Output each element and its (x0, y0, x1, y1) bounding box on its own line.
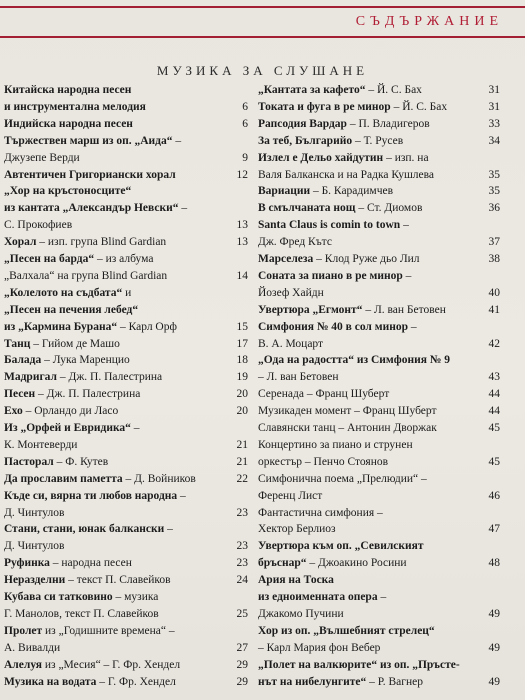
toc-entry-author: – Й. С. Бах (390, 100, 448, 113)
toc-entry-author: Серенада – Франц Шуберт (258, 388, 390, 401)
toc-entry-title: Соната за пиано в ре минор (258, 269, 403, 282)
toc-entry-title: Мадригал (4, 371, 57, 384)
toc-entry-author: – (407, 320, 417, 333)
toc-entry-line (4, 202, 187, 215)
toc-entry-line (258, 625, 435, 638)
toc-page-number: 13 (236, 236, 248, 249)
toc-page-number: 23 (236, 540, 248, 553)
toc-page-number: 29 (236, 675, 248, 688)
toc-page-number: 21 (236, 455, 248, 468)
toc-entry-author: – Ст. Диомов (355, 202, 423, 215)
toc-entry-line (258, 321, 417, 334)
toc-entry-author: Джакомо Пучини (258, 607, 344, 620)
toc-entry-author: – Гийом де Машо (30, 337, 120, 350)
toc-page-number: 33 (488, 117, 500, 130)
toc-entry-author: – Дж. П. Палестрина (35, 388, 141, 401)
toc-entry-title: Santa Claus is comin to town (258, 219, 401, 232)
toc-entry-line (4, 253, 153, 266)
toc-entry-title: Увертюра „Егмонт“ (258, 303, 363, 316)
toc-entry-line (258, 456, 388, 469)
toc-entry-title: и инструментална мелодия (4, 100, 146, 113)
toc-entry-author: – из албума (94, 253, 154, 265)
toc-entry-title: „Песен на печения лебед“ (4, 303, 139, 316)
toc-entry-line (4, 287, 131, 300)
toc-entry-author: и (122, 286, 132, 299)
toc-entry-author: – Карл Орф (117, 320, 177, 333)
toc-entry-author: Славянски танц – Антонин Дворжак (258, 422, 437, 434)
toc-entry-line (4, 490, 186, 503)
toc-page-number: 18 (236, 354, 248, 367)
toc-entry-line (4, 185, 131, 198)
toc-page-number: 25 (236, 607, 248, 620)
toc-page-number: 9 (242, 151, 248, 164)
toc-entry-line (258, 405, 437, 418)
toc-entry-author: – изп. на (383, 151, 429, 164)
toc-entry-author: – изп. група Blind Gardian (36, 236, 167, 249)
toc-entry-author: Концертино за пиано и струнен (258, 438, 413, 451)
toc-entry-title: из кантата „Александър Невски“ (4, 202, 179, 215)
toc-entry-author: – Б. Карадимчев (310, 185, 394, 198)
toc-page-number: 36 (488, 202, 500, 215)
toc-entry-title: Танц (4, 337, 31, 350)
toc-entry-line (258, 135, 403, 148)
toc-entry-author: – народна песен (49, 557, 132, 570)
toc-page-number: 44 (488, 405, 500, 418)
toc-entry-line (4, 625, 175, 638)
toc-entry-line (258, 540, 424, 553)
toc-entry-line (4, 371, 162, 384)
toc-entry-line (4, 152, 80, 165)
toc-entry-line (258, 287, 324, 300)
toc-entry-title: В смълчаната нощ (258, 202, 356, 215)
toc-entry-line (4, 236, 166, 249)
toc-entry-title: Песен (4, 388, 36, 401)
toc-entry-line (4, 574, 171, 587)
toc-page-number: 13 (236, 219, 248, 232)
toc-entry-author: Валя Балканска и на Радка Кушлева (258, 168, 435, 181)
toc-entry-title: Китайска народна песен (4, 84, 132, 96)
toc-entry-title: „Песен на барда“ (4, 253, 95, 265)
toc-entry-title: Да прославим паметта (4, 472, 123, 485)
toc-page-number: 17 (236, 337, 248, 350)
toc-entry-line (258, 659, 460, 672)
toc-entry-title: нът на нибелунгите“ (258, 675, 367, 688)
toc-page-number: 49 (488, 675, 500, 688)
toc-entry-line (4, 405, 118, 418)
toc-entry-line (4, 473, 196, 486)
toc-entry-line (258, 574, 334, 587)
toc-entry-author: – (130, 422, 140, 434)
toc-page-number: 38 (488, 253, 500, 265)
toc-entry-title: Кубава си татковино (4, 591, 113, 603)
header-underline (0, 36, 525, 38)
toc-entry-title: Хор из оп. „Вълшебният стрелец“ (258, 624, 435, 637)
toc-entry-line (258, 84, 422, 97)
toc-entry-author: – Г. Фр. Хендел (96, 675, 176, 688)
toc-entry-line (4, 591, 158, 604)
toc-page-number: 46 (488, 489, 500, 502)
toc-entry-title: Пасторал (4, 455, 54, 468)
toc-entry-author: Хектор Берлиоз (258, 523, 336, 536)
toc-entry-line (258, 490, 322, 503)
toc-page-number: 31 (488, 100, 500, 113)
toc-entry-author: – (402, 269, 412, 282)
toc-entry-title: Марселеза (258, 253, 314, 265)
toc-page-number: 21 (236, 438, 248, 451)
toc-entry-line (4, 388, 140, 401)
toc-entry-author: К. Монтеверди (4, 438, 78, 451)
toc-entry-line (4, 659, 180, 672)
toc-entry-author: – Джоакино Росини (306, 557, 407, 570)
toc-entry-title: из „Кармина Бурана“ (4, 320, 118, 333)
section-title: МУЗИКА ЗА СЛУШАНЕ (156, 63, 369, 78)
toc-page-number: 24 (236, 574, 248, 587)
toc-entry-title: Стани, стани, юнак балкански (4, 523, 165, 536)
toc-entry-author: – Лука Маренцио (41, 354, 130, 367)
toc-page-number: 49 (488, 607, 500, 620)
toc-entry-author: Симфонична поема „Прелюдии“ – (258, 472, 427, 485)
toc-entry-line (4, 523, 173, 536)
toc-page-number: 22 (236, 472, 248, 485)
toc-entry-title: Пролет (4, 624, 43, 637)
toc-entry-line (258, 236, 332, 249)
toc-entry-line (258, 202, 422, 215)
toc-entry-author: Дж. Фред Кътс (258, 236, 332, 249)
toc-entry-line (4, 169, 176, 182)
toc-entry-title: „Колелото на съдбата“ (4, 286, 123, 299)
toc-entry-line (258, 439, 413, 452)
toc-page-number: 41 (488, 303, 500, 316)
toc-entry-title: Музика на водата (4, 675, 97, 688)
toc-entry-line (4, 642, 60, 655)
toc-entry-line (258, 185, 393, 198)
toc-page-number: 49 (488, 641, 500, 654)
toc-entry-author: – (172, 134, 182, 147)
toc-entry-title: Тържествен марш из оп. „Аида“ (4, 134, 173, 147)
toc-entry-line (258, 523, 336, 536)
toc-entry-author: Г. Манолов, текст П. Славейков (4, 607, 159, 620)
toc-entry-author: Д. Чинтулов (4, 506, 65, 519)
toc-page-number: 31 (488, 84, 500, 96)
toc-entry-author: – Карл Мария фон Вебер (258, 641, 381, 654)
toc-entry-author: – Орландо ди Ласо (22, 405, 119, 418)
toc-entry-title: Къде си, вярна ти любов народна (4, 489, 178, 502)
toc-entry-title: Неразделни (4, 574, 66, 587)
toc-entry-line (4, 338, 120, 351)
toc-entry-author: – Ф. Кутев (53, 455, 109, 468)
toc-page-number: 35 (488, 185, 500, 198)
toc-entry-author: – Д. Войников (122, 472, 196, 485)
toc-entry-author: – Дж. П. Палестрина (56, 371, 163, 384)
toc-entry-line (258, 304, 446, 317)
toc-entry-title: Симфония № 40 в сол минор (258, 320, 408, 333)
toc-entry-title: Из „Орфей и Евридика“ (4, 422, 131, 434)
toc-entry-title: Рапсодия Вардар (258, 117, 347, 130)
toc-entry-line (4, 608, 159, 621)
toc-entry-author: В. А. Моцарт (258, 337, 324, 350)
toc-entry-line (258, 118, 430, 131)
toc-entry-line (4, 557, 132, 570)
toc-entry-author: – музика (112, 591, 159, 603)
toc-entry-line (4, 354, 130, 367)
toc-entry-line (4, 84, 131, 97)
toc-page-number: 20 (236, 388, 248, 401)
toc-entry-author: – (178, 202, 188, 215)
toc-entry-line (4, 676, 176, 689)
toc-entry-author: – Клод Руже дьо Лил (313, 253, 420, 265)
top-red-rule (0, 6, 525, 8)
toc-page-number: 20 (236, 405, 248, 418)
toc-entry-author: из „Годишните времена“ – (42, 624, 175, 637)
toc-entry-title: Ехо (4, 405, 23, 418)
toc-entry-line (258, 101, 447, 114)
toc-entry-author: Д. Чинтулов (4, 540, 65, 553)
toc-page-number: 47 (488, 523, 500, 536)
toc-entry-line (4, 304, 138, 317)
toc-page-number: 15 (236, 320, 248, 333)
toc-entry-line (258, 152, 429, 165)
toc-entry-line (258, 371, 339, 384)
toc-entry-title: Ария на Тоска (258, 574, 334, 587)
toc-entry-line (4, 101, 146, 114)
toc-entry-author: – Й. С. Бах (365, 84, 422, 96)
toc-page-number: 34 (488, 134, 500, 147)
toc-entry-line (4, 507, 64, 520)
toc-entry-author: – (377, 591, 387, 603)
toc-entry-author: Йозеф Хайдн (258, 286, 324, 299)
toc-entry-title: Излел е Дельо хайдутин (258, 151, 384, 164)
toc-entry-author: Фантастична симфония – (258, 506, 383, 519)
toc-entry-author: „Валхала“ на група Blind Gardian (4, 269, 168, 282)
toc-page-number: 37 (488, 236, 500, 249)
toc-entry-author: – Л. ван Бетовен (258, 371, 339, 384)
toc-entry-line (4, 456, 108, 469)
toc-page-number: 40 (488, 286, 500, 299)
toc-entry-line (4, 219, 72, 232)
toc-entry-line (258, 354, 450, 367)
toc-entry-author: Ференц Лист (258, 489, 323, 502)
toc-entry-author: – Р. Вагнер (366, 675, 423, 688)
toc-entry-line (4, 270, 167, 283)
toc-entry-line (4, 118, 133, 131)
toc-entry-title: Алелуя (4, 658, 42, 671)
toc-entry-author: – Т. Русев (352, 134, 404, 147)
toc-entry-line (258, 473, 427, 486)
toc-page-number: 43 (488, 371, 500, 384)
toc-entry-line (258, 338, 323, 351)
toc-page-number: 6 (242, 117, 248, 130)
toc-entry-title: Вариации (258, 185, 311, 198)
toc-page-number: 23 (236, 557, 248, 570)
toc-entry-line (258, 642, 380, 655)
toc-page-number: 23 (236, 506, 248, 519)
toc-entry-line (258, 219, 409, 232)
toc-page-number: 19 (236, 371, 248, 384)
toc-entry-title: Руфинка (4, 557, 50, 570)
toc-entry-title: „Ода на радостта“ из Симфония № 9 (258, 354, 450, 367)
toc-entry-author: Джузепе Верди (4, 151, 80, 164)
toc-page-number: 48 (488, 557, 500, 570)
toc-entry-title: „Хор на кръстоносците“ (4, 185, 132, 198)
toc-entry-title: Индийска народна песен (4, 117, 133, 130)
toc-entry-title: Автентичен Григориански хорал (4, 168, 176, 181)
toc-entry-title: Балада (4, 354, 42, 367)
toc-entry-title: бръснар“ (258, 557, 307, 570)
toc-entry-author: А. Вивалди (4, 641, 61, 654)
toc-entry-title: Хорал (4, 236, 37, 249)
toc-entry-line (258, 388, 389, 401)
toc-entry-title: Токата и фуга в ре минор (258, 100, 391, 113)
toc-entry-author: – (400, 219, 409, 232)
toc-page-number: 6 (242, 100, 248, 113)
toc-page-number: 44 (488, 388, 500, 401)
toc-entry-line (258, 270, 411, 283)
toc-page-number: 14 (236, 269, 248, 282)
toc-entry-line (258, 507, 383, 520)
toc-entry-author: – текст П. Славейков (65, 574, 171, 587)
toc-entry-author: Музикаден момент – Франц Шуберт (258, 405, 437, 418)
toc-entry-author: – П. Владигеров (346, 117, 430, 130)
toc-entry-title: „Кантата за кафето“ (258, 84, 366, 96)
toc-entry-line (258, 253, 420, 266)
toc-page-number: 29 (236, 658, 248, 671)
toc-entry-title: Увертюра към оп. „Севилският (258, 540, 424, 553)
toc-page-number: 45 (488, 455, 500, 468)
toc-entry-line (258, 169, 434, 182)
toc-entry-line (4, 135, 181, 148)
toc-page-number: 42 (488, 337, 500, 350)
toc-entry-title: „Полет на валкюрите“ из оп. „Пръсте- (258, 658, 460, 671)
toc-entry-line (4, 540, 64, 553)
toc-entry-line (258, 557, 407, 570)
toc-page-number: 45 (488, 422, 500, 434)
toc-entry-author: – (177, 489, 186, 502)
toc-entry-line (258, 676, 423, 689)
toc-page-number: 12 (236, 168, 248, 181)
toc-entry-line (258, 608, 344, 621)
toc-entry-author: оркестър – Пенчо Стоянов (258, 455, 389, 468)
toc-entry-title: За теб, Българийо (258, 134, 353, 147)
toc-entry-line (4, 422, 140, 435)
toc-entry-author: из „Месия“ – Г. Фр. Хендел (42, 658, 181, 671)
toc-entry-line (258, 422, 437, 435)
toc-entry-author: – (164, 523, 173, 536)
toc-entry-author: – Л. ван Бетовен (362, 303, 446, 316)
toc-entry-line (4, 321, 177, 334)
toc-page-number: 27 (236, 641, 248, 654)
toc-entry-line (4, 439, 77, 452)
toc-entry-title: из едноименната опера (258, 591, 378, 603)
toc-entry-author: С. Прокофиев (4, 219, 73, 232)
toc-page-number: 35 (488, 168, 500, 181)
page-header-title: СЪДЪРЖАНИЕ (355, 14, 503, 29)
toc-entry-line (258, 591, 386, 604)
